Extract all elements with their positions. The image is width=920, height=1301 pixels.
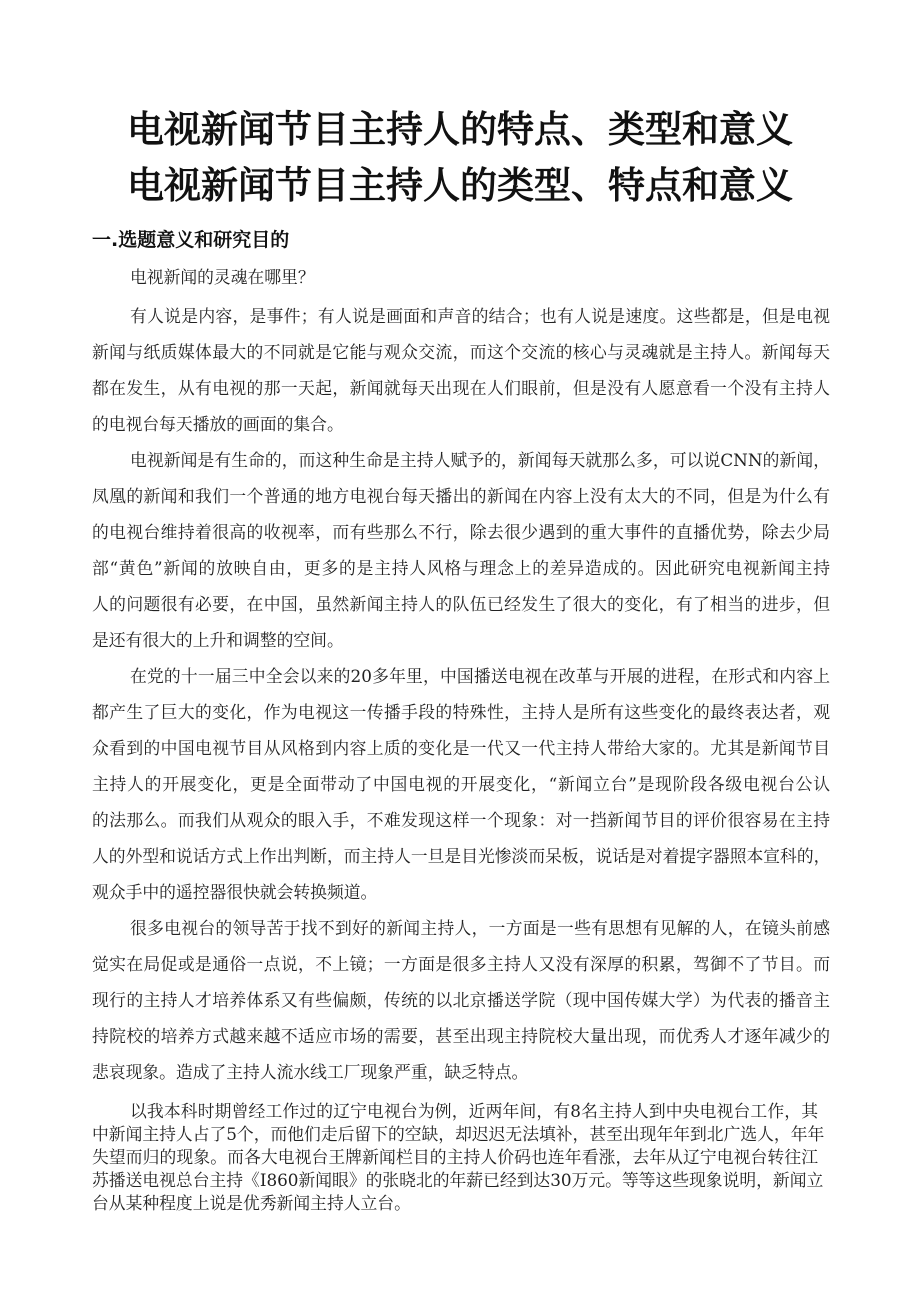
paragraph-line: 众看到的中国电视节目从风格到内容上质的变化是一代又一代主持人带给大家的。尤其是新闻节目 [92, 738, 830, 758]
section-heading: 一.选题意义和研究目的 [92, 229, 290, 251]
paragraph-line: 很多电视台的领导苦于找不到好的新闻主持人，一方面是一些有思想有见解的人，在镜头前感 [130, 918, 830, 938]
paragraph-line: 现行的主持人才培养体系又有些偏颇，传统的以北京播送学院（现中国传媒大学）为代表的播音主 [92, 990, 830, 1010]
paragraph-line: 觉实在局促或是通俗一点说，不上镜；一方面是很多主持人又没有深厚的积累，驾御不了节目。而 [92, 954, 830, 974]
title-block [0, 102, 920, 214]
paragraph-line: 都产生了巨大的变化，作为电视这一传播手段的特殊性，主持人是所有这些变化的最终表达者，观 [92, 702, 830, 722]
paragraph-line: 中新闻主持人占了5个，而他们走后留下的空缺，却迟迟无法填补，甚至出现年年到北广选人，年年 [92, 1124, 825, 1144]
paragraph-line: 失望而归的现象。而各大电视台王牌新闻栏目的主持人价码也连年看涨，去年从辽宁电视台转往江 [92, 1147, 818, 1167]
paragraph-line: 凤凰的新闻和我们一个普通的地方电视台每天播出的新闻在内容上没有太大的不同，但是为什么有 [92, 486, 830, 506]
paragraph-line: 是还有很大的上升和调整的空间。 [92, 630, 344, 650]
paragraph-line: 人的外型和说话方式上作出判断，而主持人一旦是目光惨淡而呆板，说话是对着提字器照本宣科的， [92, 846, 831, 866]
paragraph-1 [92, 259, 830, 295]
paragraph-5 [92, 910, 830, 1090]
paragraph-line: 在党的十一届三中全会以来的20多年里，中国播送电视在改革与开展的进程，在形式和内容上 [130, 666, 830, 686]
paragraph-line: 有人说是内容，是事件；有人说是画面和声音的结合；也有人说是速度。这些都是，但是电视 [130, 306, 830, 326]
paragraph-line: 以我本科时期曾经工作过的辽宁电视台为例，近两年间，有8名主持人到中央电视台工作，其 [130, 1101, 818, 1121]
paragraph-line: 持院校的培养方式越来越不适应市场的需要，甚至出现主持院校大量出现，而优秀人才逐年减少的 [92, 1026, 830, 1046]
paragraph-line: 新闻与纸质媒体最大的不同就是它能与观众交流，而这个交流的核心与灵魂就是主持人。新闻每天 [92, 342, 830, 362]
paragraph-2 [92, 298, 830, 442]
paragraph-line: 苏播送电视总台主持《I860新闻眼》的张晓北的年薪已经到达30万元。等等这些现象说明，新闻立 [92, 1170, 824, 1190]
paragraph-line: 主持人的开展变化，更是全面带动了中国电视的开展变化，“新闻立台”是现阶段各级电视台公认 [92, 774, 830, 794]
paragraph-line: 的电视台维持着很高的收视率，而有些那么不行，除去很少遇到的重大事件的直播优势，除去少局 [92, 522, 830, 542]
paragraph-line: 都在发生，从有电视的那一天起，新闻就每天出现在人们眼前，但是没有人愿意看一个没有主持人 [92, 378, 830, 398]
paragraph-line: 电视新闻是有生命的，而这种生命是主持人赋予的，新闻每天就那么多，可以说CNN的新闻， [130, 450, 830, 470]
paragraph-3 [92, 442, 830, 658]
paragraph-6 [92, 1100, 825, 1215]
paragraph-line: 台从某种程度上说是优秀新闻主持人立台。 [92, 1193, 411, 1213]
paragraph-line: 的法那么。而我们从观众的眼入手，不难发现这样一个现象：对一挡新闻节目的评价很容易在主持 [92, 810, 830, 830]
document-body [92, 225, 830, 1215]
paragraph-line: 电视新闻的灵魂在哪里？ [130, 267, 315, 287]
paragraph-line: 人的问题很有必要，在中国，虽然新闻主持人的队伍已经发生了很大的变化，有了相当的进步，但 [92, 594, 830, 614]
paragraph-line: 悲哀现象。造成了主持人流水线工厂现象严重，缺乏特点。 [92, 1062, 529, 1082]
main-title: 电视新闻节目主持人的特点、类型和意义 [127, 108, 793, 151]
paragraph-4 [92, 658, 830, 910]
paragraph-line: 部“黄色”新闻的放映自由，更多的是主持人风格与理念上的差异造成的。因此研究电视新闻主持 [92, 558, 830, 578]
sub-title: 电视新闻节目主持人的类型、特点和意义 [127, 164, 793, 207]
paragraph-line: 观众手中的遥控器很快就会转换频道。 [92, 882, 378, 902]
paragraph-line: 的电视台每天播放的画面的集合。 [92, 414, 344, 434]
